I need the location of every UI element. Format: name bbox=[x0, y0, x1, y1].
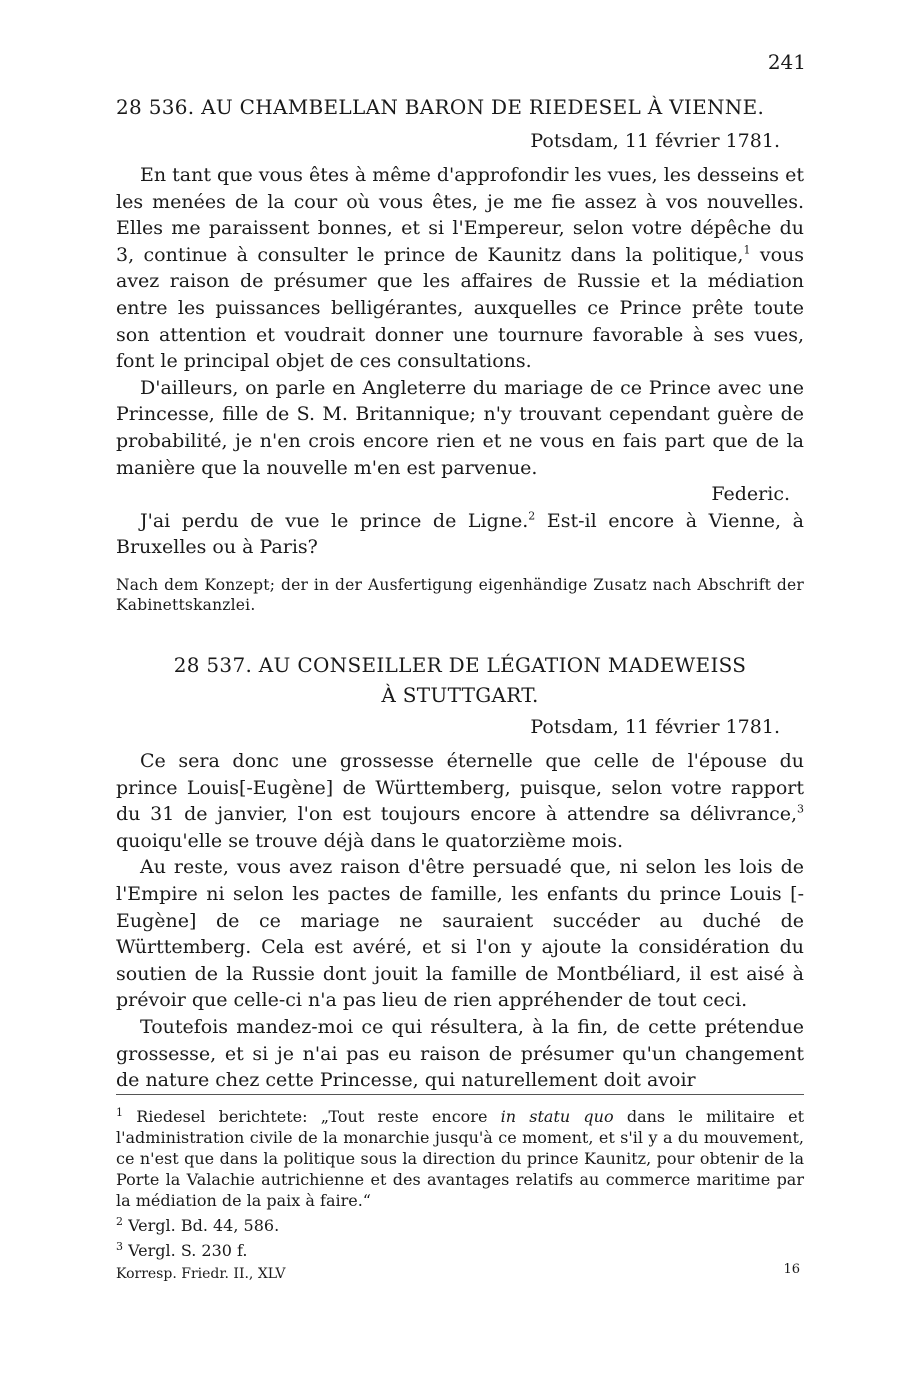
footnote-2 bbox=[116, 1211, 804, 1236]
footnotes bbox=[116, 1102, 804, 1261]
letter-heading-line2: À STUTTGART. bbox=[381, 683, 539, 707]
signature: Federic. bbox=[711, 483, 790, 506]
paragraph-text: Est-il encore à Vienne, à Bruxelles ou à Paris? bbox=[116, 509, 804, 559]
letter-heading: 28 537. AU CONSEILLER DE LÉGATION MADEWEISS bbox=[173, 653, 747, 677]
paragraph: Au reste, vous avez raison d'être persuadé que, ni selon les lois de l'Empire ni selon les pactes de famille, les enfants du prince Louis [-Eugène] de ce mariage ne sauraient succéder au duché de Württemberg. Cela est avéré, et si l'on y ajoute la considération du soutien de la Russie dont jouit la famille de Montbéliard, il est aisé à prévoir que celle-ci n'a pas lieu de rien appréhender de tout ceci. bbox=[116, 856, 804, 1012]
letter-28537 bbox=[116, 650, 804, 1094]
footnote-text: dans le militaire et l'administration civile de la monarchie jusqu'à ce moment, et s'il y a du mouvement, ce n'est que dans la politique sous la direction du prince Kaunitz, pour obtenir de la Porte la Valachie autrichienne et des avantages relatifs au commerce maritime par la médiation de la paix à faire.“ bbox=[116, 1107, 805, 1210]
letter-28536 bbox=[116, 92, 804, 615]
footnote-1 bbox=[116, 1102, 804, 1211]
footnote-text: Riedesel berichtete: „Tout reste encore bbox=[136, 1107, 501, 1126]
letter-heading: 28 536. AU CHAMBELLAN BARON DE RIEDESEL À VIENNE. bbox=[116, 95, 765, 119]
footnote-rule bbox=[116, 1094, 804, 1095]
footnote-mark: 3 bbox=[116, 1240, 123, 1253]
footer-title: Korresp. Friedr. II., XLV bbox=[116, 1266, 286, 1282]
footnote-ref: 3 bbox=[797, 802, 804, 816]
footnote-text: Vergl. S. 230 f. bbox=[128, 1241, 248, 1260]
paragraph-text: En tant que vous êtes à même d'approfondir les vues, les desseins et les menées de la cour où vous êtes, je me fie assez à vos nouvelles. Elles me paraissent bonnes, et si l'Empereur, selon votre dépêche du 3, continue à consulter le prince de Kaunitz dans la politique, bbox=[116, 164, 804, 266]
signature-mark: 16 bbox=[783, 1262, 800, 1277]
paragraph bbox=[116, 162, 804, 375]
footnote-mark: 1 bbox=[116, 1106, 123, 1119]
source-note: Nach dem Konzept; der in der Ausfertigung eigenhändige Zusatz nach Abschrift der Kabinettskanzlei. bbox=[116, 575, 804, 614]
paragraph-text: vous avez raison de présumer que les affaires de Russie et la médiation entre les puissances belligérantes, auxquelles ce Prince prête toute son attention et voudrait donner une tournure favorable à ses vues, font le principal objet de ces consultations. bbox=[116, 243, 804, 373]
footnote-3 bbox=[116, 1236, 804, 1261]
footnote-mark: 2 bbox=[116, 1215, 123, 1228]
footnote-text: Vergl. Bd. 44, 586. bbox=[128, 1216, 280, 1235]
footnote-ref: 2 bbox=[528, 509, 536, 523]
dateline: Potsdam, 11 février 1781. bbox=[530, 130, 780, 152]
paragraph bbox=[116, 748, 804, 854]
paragraph: Toutefois mandez-moi ce qui résultera, à la fin, de cette prétendue grossesse, et si je n'ai pas eu raison de présumer qu'un changement de nature chez cette Princesse, qui naturellement doit avoir bbox=[116, 1015, 804, 1092]
footnote-italic: in statu quo bbox=[500, 1107, 614, 1126]
footnote-ref: 1 bbox=[743, 243, 751, 257]
page-number: 241 bbox=[767, 50, 806, 74]
paragraph bbox=[116, 508, 804, 561]
paragraph-text: J'ai perdu de vue le prince de Ligne. bbox=[140, 509, 529, 532]
dateline: Potsdam, 11 février 1781. bbox=[530, 716, 780, 738]
paragraph-text: Ce sera donc une grossesse éternelle que celle de l'épouse du prince Louis[-Eugène] de Württemberg, puisque, selon votre rapport du 31 de janvier, l'on est toujours encore à attendre sa délivrance, bbox=[116, 750, 804, 826]
paragraph-text: quoiqu'elle se trouve déjà dans le quatorzième mois. bbox=[116, 829, 624, 852]
paragraph: D'ailleurs, on parle en Angleterre du mariage de ce Prince avec une Princesse, fille de S. M. Britannique; n'y trouvant cependant guère de probabilité, je n'en crois encore rien et ne vous en fais part que de la manière que la nouvelle m'en est parvenue. bbox=[116, 376, 804, 479]
